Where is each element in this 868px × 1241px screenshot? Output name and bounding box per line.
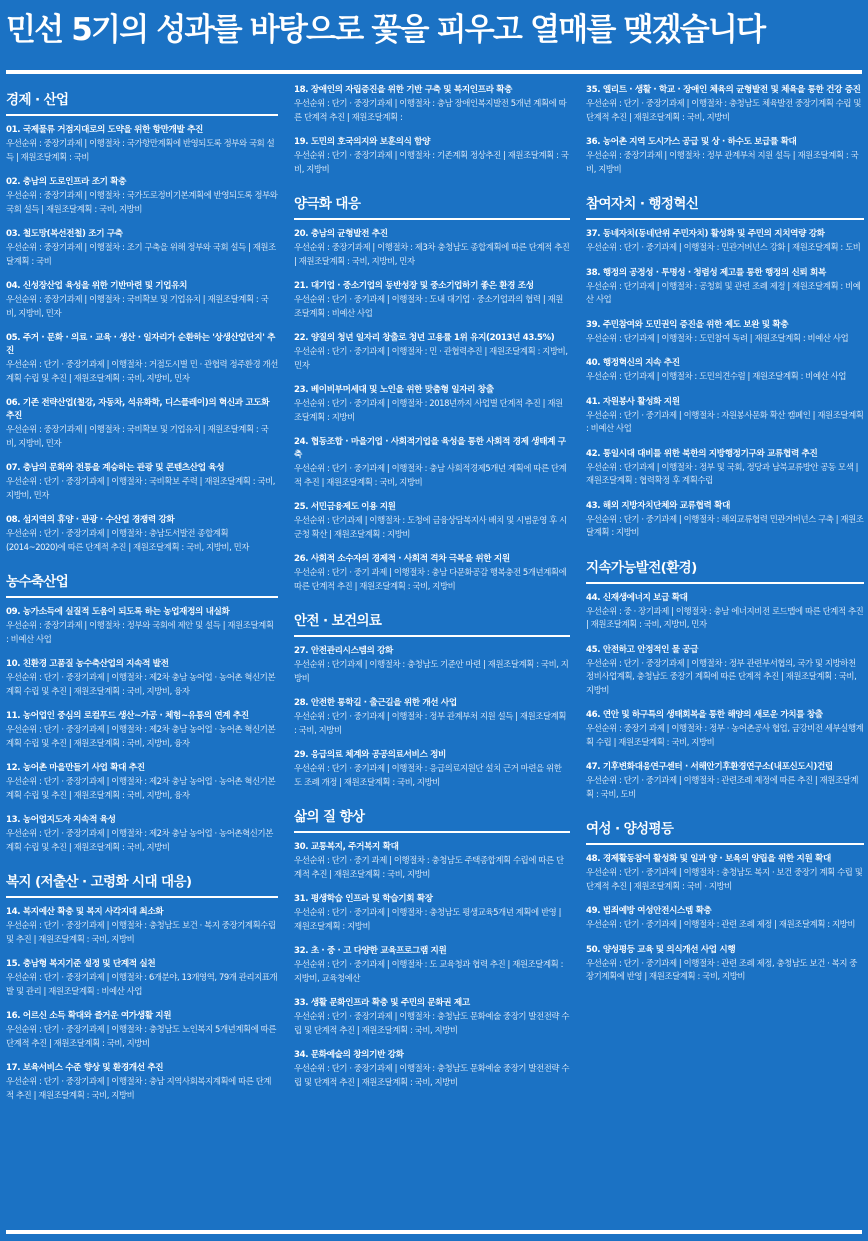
pledge-description: 우선순위 : 단기 · 중기과제 | 이행절차 : 민관거버넌스 강화 | 재원조달계획 : 도비 [586, 242, 861, 252]
pledge-description: 우선순위 : 중장기과제 | 이행절차 : 국가항만계획에 반영되도록 정부와 국회 설득 | 재원조달계획 : 국비 [6, 138, 275, 162]
pledge-item [294, 280, 570, 320]
pledge-description: 우선순위 : 중장기과제 | 이행절차 : 정부와 국회에 제안 및 설득 | 재원조달계획 : 비예산 사업 [6, 620, 274, 644]
pledge-item [586, 761, 864, 801]
pledge-title: 03. 철도망(복선전철) 조기 구축 [6, 229, 123, 239]
pledge-description: 우선순위 : 단기 · 중기과제 | 이행절차 : 충청남도 평생교육5개년 계획에 반영 | 재원조달계획 : 지방비 [294, 907, 562, 931]
pledge-description: 우선순위 : 단기 · 중장기과제 | 이행절차 : 충청남도 체육발전 중장기계획 수립 및 단계적 추진 | 재원조달계획 : 국비, 지방비 [586, 98, 862, 122]
section-heading: 여성 · 양성평등 [586, 813, 864, 845]
pledge-title: 19. 도민의 호국의지와 보훈의식 함양 [294, 137, 431, 147]
pledge-description: 우선순위 : 단기 · 중기 과제 | 이행절차 : 충남 다문화공감 행복충전 5개년계획에 따른 단계적 추진 | 재원조달계획 : 국비, 지방비 [294, 567, 567, 591]
pledge-description: 우선순위 : 단기 · 중장기과제 | 이행절차 : 충청남도 노인복지 5개년계획에 따른 단계적 추진 | 재원조달계획 : 국비, 지방비 [6, 1024, 277, 1048]
pledge-item [586, 500, 864, 540]
pledge-item [586, 228, 864, 255]
pledge-item [294, 553, 570, 593]
pledge-item [294, 645, 570, 685]
pledge-title: 02. 충남의 도로인프라 조기 확충 [6, 177, 127, 187]
pledge-description: 우선순위 : 단기 · 중장기과제 | 이행절차 : 6개분야, 13개영역, 79개 관리지표개발 및 관리 | 재원조달계획 : 비예산 사업 [6, 972, 278, 996]
pledge-item [6, 462, 278, 502]
pledge-title: 31. 평생학습 인프라 및 학습기회 확장 [294, 894, 433, 904]
pledge-description: 우선순위 : 단기 · 중기과제 | 이행절차 : 충청남도 복지 · 보건 중장기 계획 수립 및 단계적 추진 | 재원조달계획 : 국비 · 지방비 [586, 867, 863, 891]
pledge-item [6, 762, 278, 802]
pledge-title: 27. 안전관리시스템의 강화 [294, 646, 393, 656]
pledge-item [6, 958, 278, 998]
pledge-description: 우선순위 : 단기 · 중장기과제 | 이행절차 : 충청남도 보건 · 복지 중장기계획수립 및 추진 | 재원조달계획 : 국비, 지방비 [6, 920, 276, 944]
pledge-item [586, 448, 864, 488]
pledge-title: 07. 충남의 문화와 전통을 계승하는 관광 및 콘텐츠산업 육성 [6, 463, 225, 473]
pledge-description: 우선순위 : 단기 · 중장기과제 | 이행절차 : 제2차 충남 농어업 · 농어촌 혁신기본계획 수립 및 추진 | 재원조달계획 : 국비, 지방비, 융자 [6, 672, 276, 696]
section-heading: 양극화 대응 [294, 188, 570, 220]
pledge-description: 우선순위 : 단기 · 중장기과제 | 이행절차 : 제2차 충남 농어업 · 농어촌 혁신기본계획 수립 및 추진 | 재원조달계획 : 국비, 지방비, 융자 [6, 776, 276, 800]
pledge-description: 우선순위 : 단기 · 중기과제 | 이행절차 : 관련조례 제정에 따른 추진 | 재원조달계획 : 국비, 도비 [586, 775, 859, 799]
pledge-item [294, 893, 570, 933]
pledge-title: 47. 기후변화대응연구센터 · 서해안기후환경연구소(내포신도시)건립 [586, 762, 833, 772]
column-1 [6, 84, 278, 1230]
pledge-item [294, 749, 570, 789]
pledge-title: 50. 양성평등 교육 및 의식개선 사업 시행 [586, 944, 736, 955]
pledge-title: 14. 복지예산 확충 및 복지 사각지대 최소화 [6, 907, 164, 917]
pledge-title: 29. 응급의료 체계와 공공의료서비스 정비 [294, 750, 446, 760]
pledge-description: 우선순위 : 중장기과제 | 이행절차 : 제3차 충청남도 종합계획에 따른 단계적 추진 | 재원조달계획 : 국비, 지방비, 민자 [294, 242, 570, 266]
pledge-item [586, 136, 864, 176]
pledge-title: 04. 신성장산업 육성을 위한 기반마련 및 기업유치 [6, 281, 188, 291]
pledge-title: 10. 친환경 고품질 농수축산업의 지속적 발전 [6, 659, 169, 669]
pledge-item [6, 124, 278, 164]
pledge-title: 43. 해외 지방자치단체와 교류협력 확대 [586, 500, 731, 511]
pledge-title: 39. 주민참여와 도민권익 증진을 위한 제도 보완 및 확충 [586, 319, 789, 330]
section [586, 552, 864, 802]
pledge-item [586, 319, 864, 346]
pledge-description: 우선순위 : 단기 · 중장기과제 | 이행절차 : 충남 지역사회복지계획에 따른 단계적 추진 | 재원조달계획 : 국비, 지방비 [6, 1076, 272, 1100]
pledge-title: 22. 양질의 청년 일자리 창출로 청년 고용률 1위 유지(2013년 43.5%) [294, 333, 555, 343]
pledge-item [294, 997, 570, 1037]
pledge-description: 우선순위 : 중 · 장기과제 | 이행절차 : 충남 에너지비전 로드맵에 따른 단계적 추진 | 재원조달계획 : 국비, 지방비, 민자 [586, 605, 864, 629]
pledge-title: 38. 행정의 공정성 · 투명성 · 청렴성 제고를 통한 행정의 신뢰 회복 [586, 267, 826, 278]
section [294, 801, 570, 1089]
pledge-title: 28. 안전한 통학길 · 출근길을 위한 개선 사업 [294, 698, 457, 708]
pledge-description: 우선순위 : 단기과제 | 이행절차 : 공청회 및 관련 조례 제정 | 재원조달계획 : 비예산 사업 [586, 280, 861, 304]
pledge-description: 우선순위 : 단기 · 중장기과제 | 이행절차 : 정부 관련부서협의, 국가 및 지방하천 정비사업계획, 충청남도 중장기 계획에 따른 단계적 추진 | 재원조달계획 : 국비, 지방비 [586, 657, 857, 695]
pledge-description: 우선순위 : 단기 · 중기과제 | 이행절차 : 해외교류협력 민관거버넌스 구축 | 재원조달계획 : 지방비 [586, 513, 864, 537]
pledge-title: 17. 보육서비스 수준 향상 및 환경개선 추진 [6, 1063, 164, 1073]
pledge-item [6, 1062, 278, 1102]
pledge-description: 우선순위 : 단기 · 중기과제 | 이행절차 : 자원봉사문화 확산 캠페인 | 재원조달계획 : 비예산 사업 [586, 409, 864, 433]
pledge-item [586, 267, 864, 307]
pledge-title: 21. 대기업 · 중소기업의 동반성장 및 중소기업하기 좋은 환경 조성 [294, 281, 534, 291]
pledge-description: 우선순위 : 단기과제 | 이행절차 : 도민의견수렴 | 재원조달계획 : 비예산 사업 [586, 371, 847, 381]
section-heading: 안전 · 보건의료 [294, 605, 570, 637]
pledge-description: 우선순위 : 단기 · 중기과제 | 이행절차 : 정부 관계부처 지원 설득 | 재원조달계획 : 국비, 지방비 [294, 711, 567, 735]
pledge-title: 48. 경제활동참여 활성화 및 일과 양 · 보육의 양립을 위한 지원 확대 [586, 854, 831, 864]
pledge-description: 우선순위 : 단기과제 | 이행절차 : 충청남도 기준안 마련 | 재원조달계획 : 국비, 지방비 [294, 659, 569, 683]
pledge-item [586, 592, 864, 632]
section-heading: 지속가능발전(환경) [586, 552, 864, 584]
page-title: 민선 5기의 성과를 바탕으로 꽃을 피우고 열매를 맺겠습니다 [6, 12, 765, 48]
pledge-title: 41. 자원봉사 활성화 지원 [586, 396, 680, 407]
pledge-item [294, 697, 570, 737]
pledge-description: 우선순위 : 중장기 과제 | 이행절차 : 정부 · 농어촌공사 협업, 금강비전 세부실행계획 수립 | 재원조달계획 : 국비, 지방비 [586, 723, 864, 747]
pledge-title: 20. 충남의 균형발전 추진 [294, 229, 388, 239]
pledge-description: 우선순위 : 중장기과제 | 이행절차 : 정부 관계부처 지원 설득 | 재원조달계획 : 국비, 지방비 [586, 150, 859, 174]
pledge-description: 우선순위 : 단기 · 중장기과제 | 이행절차 : 충남도서발전 종합계획 (2014~2020)에 따른 단계적 추진 | 재원조달계획 : 국비, 지방비, 민자 [6, 528, 250, 552]
pledge-item [294, 436, 570, 489]
pledge-title: 30. 교통복지, 주거복지 확대 [294, 842, 399, 852]
pledge-description: 우선순위 : 단기과제 | 이행절차 : 도청에 금융상담복지사 배치 및 시범운영 후 시군청 확산 | 재원조달계획 : 지방비 [294, 515, 567, 539]
pledge-title: 05. 주거 · 문화 · 의료 · 교육 · 생산 · 일자리가 순환하는 '상생산업단지' 추진 [6, 333, 276, 356]
pledge-description: 우선순위 : 단기 · 중기과제 | 이행절차 : 관련 조례 제정 | 재원조달계획 : 지방비 [586, 919, 856, 929]
pledge-title: 24. 협동조합 · 마을기업 · 사회적기업을 육성을 통한 사회적 경제 생태계 구축 [294, 437, 566, 460]
pledge-title: 37. 동네자치(동네단위 주민자치) 활성화 및 주민의 지치역량 강화 [586, 229, 825, 239]
pledge-title: 44. 신재생에너지 보급 확대 [586, 592, 688, 603]
pledge-description: 우선순위 : 단기 · 중기과제 | 이행절차 : 관련 조례 제정, 충청남도 보건 · 복지 중장기계획에 반영 | 재원조달계획 : 국비, 지방비 [586, 957, 857, 981]
pledge-description: 우선순위 : 단기 · 중기 과제 | 이행절차 : 충청남도 주택종합계획 수립에 따른 단계적 추진 | 재원조달계획 : 국비, 지방비 [294, 855, 564, 879]
pledge-item [586, 396, 864, 436]
pledge-title: 26. 사회적 소수자의 경제적 · 사회적 격차 극복을 위한 지원 [294, 554, 510, 564]
pledge-description: 우선순위 : 단기 · 중장기과제 | 이행절차 : 기존계획 정상추진 | 재원조달계획 : 국비, 지방비 [294, 150, 569, 174]
column-2 [294, 84, 570, 1230]
pledge-description: 우선순위 : 중장기과제 | 이행절차 : 국가도로정비기본계획에 반영되도록 정부와 국회 설득 | 재원조달계획 : 국비, 지방비 [6, 190, 278, 214]
section [294, 84, 570, 176]
pledge-item [294, 501, 570, 541]
pledge-description: 우선순위 : 중장기과제 | 이행절차 : 국비확보 및 기업유치 | 재원조달계획 : 국비, 지방비, 민자 [6, 424, 269, 448]
pledge-item [294, 1049, 570, 1089]
pledge-title: 11. 농어업인 중심의 로컬푸드 생산~가공 · 체험~유통의 연계 추진 [6, 711, 249, 721]
pledge-description: 우선순위 : 단기 · 중장기과제 | 이행절차 : 국비확보 주력 | 재원조달계획 : 국비, 지방비, 민자 [6, 476, 276, 500]
pledge-item [294, 945, 570, 985]
pledge-description: 우선순위 : 단기 · 중장기과제 | 이행절차 : 제2차 충남 농어업 · 농어촌 혁신기본계획 수립 및 추진 | 재원조달계획 : 국비, 지방비, 융자 [6, 724, 276, 748]
pledge-item [6, 606, 278, 646]
pledge-item [586, 357, 864, 384]
pledge-title: 32. 초 · 중 · 고 다양한 교육프로그램 지원 [294, 946, 447, 956]
pledge-item [586, 709, 864, 749]
section-heading: 복지 (저출산 · 고령화 시대 대응) [6, 866, 278, 898]
pledge-description: 우선순위 : 단기 · 중기과제 | 이행절차 : 도 교육청과 협력 추진 | 재원조달계획 : 지방비, 교육청예산 [294, 959, 564, 983]
pledge-title: 35. 엘리트 · 생활 · 학교 · 장애인 체육의 균형발전 및 체육을 통한 건강 증진 [586, 85, 861, 95]
section [586, 813, 864, 984]
section [294, 605, 570, 789]
pledge-item [6, 814, 278, 854]
pledge-description: 우선순위 : 중장기과제 | 이행절차 : 국비확보 및 기업유치 | 재원조달계획 : 국비, 지방비, 민자 [6, 294, 269, 318]
pledge-title: 36. 농어촌 지역 도시가스 공급 및 상 · 하수도 보급률 확대 [586, 137, 797, 147]
pledge-title: 42. 통일시대 대비를 위한 북한의 지방행정기구와 교류협력 추진 [586, 448, 818, 459]
pledge-item [294, 84, 570, 124]
pledge-item [586, 944, 864, 984]
pledge-title: 06. 기존 전략산업(철강, 자동차, 석유화학, 디스플레이)의 혁신과 고도화 추진 [6, 398, 270, 421]
pledge-title: 23. 베이비부머세대 및 노인을 위한 맞춤형 일자리 창출 [294, 385, 494, 395]
pledge-item [6, 176, 278, 216]
pledge-description: 우선순위 : 단기 · 중장기과제 | 이행절차 : 제2차 충남 농어업 · 농어촌혁신기본계획 수립 및 추진 | 재원조달계획 : 국비, 지방비 [6, 828, 273, 852]
pledge-description: 우선순위 : 단기과제 | 이행절차 : 정부 및 국회, 정당과 남북교류방안 공동 모색 | 재원조달계획 : 협력확정 후 계획수립 [586, 461, 859, 485]
pledge-title: 12. 농어촌 마을만들기 사업 확대 추진 [6, 763, 145, 773]
section [6, 566, 278, 854]
pledge-title: 46. 연안 및 하구특의 생태회복을 통한 해양의 새로운 가치를 창출 [586, 710, 823, 720]
pledge-description: 우선순위 : 단기 · 중장기과제 | 이행절차 : 충청남도 문화예술 중장기 발전전략 수립 및 단계적 추진 | 재원조달계획 : 국비, 지방비 [294, 1063, 570, 1087]
pledge-title: 01. 국제물류 거점지대로의 도약을 위한 항만개발 추진 [6, 125, 204, 135]
pledge-description: 우선순위 : 단기 · 중장기과제 | 이행절차 : 충남 장애인복지발전 5개년 계획에 따른 단계적 추진 | 재원조달계획 : [294, 98, 567, 122]
pledge-title: 49. 범죄예방 여성안전시스템 확충 [586, 906, 712, 916]
section-heading: 참여자치 · 행정혁신 [586, 188, 864, 220]
column-3 [586, 84, 864, 1230]
pledge-description: 우선순위 : 단기 · 중장기과제 | 이행절차 : 거점도시별 민 · 관협력 정주환경 개선계획 수립 및 추진 | 재원조달계획 : 국비, 지방비, 민자 [6, 359, 278, 383]
pledge-item [294, 228, 570, 268]
section [586, 188, 864, 540]
pledge-description: 우선순위 : 단기 · 중기과제 | 이행절차 : 2018년까지 사업별 단계적 추진 | 재원조달계획 : 지방비 [294, 398, 563, 422]
pledge-title: 18. 장애인의 자립증진을 위한 기반 구축 및 복지인프라 확충 [294, 85, 513, 95]
pledge-item [6, 1010, 278, 1050]
top-divider [6, 70, 862, 74]
pledge-title: 09. 농가소득에 실질적 도움이 되도록 하는 농업재정의 내실화 [6, 607, 230, 617]
pledge-item [294, 332, 570, 372]
pledge-description: 우선순위 : 단기 · 중기과제 | 이행절차 : 민 · 관협력추진 | 재원조달계획 : 지방비, 민자 [294, 346, 568, 370]
section [294, 188, 570, 593]
pledge-title: 40. 행정혁신의 지속 추진 [586, 358, 680, 368]
pledge-item [586, 853, 864, 893]
pledge-item [6, 658, 278, 698]
pledge-item [6, 710, 278, 750]
section [6, 866, 278, 1102]
pledge-title: 13. 농어업지도자 지속적 육성 [6, 815, 116, 825]
pledge-item [294, 841, 570, 881]
pledge-description: 우선순위 : 단기 · 중기과제 | 이행절차 : 충남 사회적경제5개년 계획에 따른 단계적 추진 | 재원조달계획 : 국비, 지방비 [294, 463, 567, 487]
pledge-title: 25. 서민금융제도 이용 지원 [294, 502, 396, 512]
pledge-title: 16. 어르신 소득 확대와 즐거운 여가생활 지원 [6, 1011, 172, 1021]
pledge-item [294, 384, 570, 424]
pledge-description: 우선순위 : 단기 · 중기과제 | 이행절차 : 도내 대기업 · 중소기업과의 협력 | 재원조달계획 : 비예산 사업 [294, 294, 563, 318]
pledge-description: 우선순위 : 단기과제 | 이행절차 : 도민참여 독려 | 재원조달계획 : 비예산 사업 [586, 332, 849, 343]
pledge-item [6, 280, 278, 320]
pledge-item [6, 332, 278, 385]
pledge-item [586, 905, 864, 932]
pledge-item [6, 906, 278, 946]
pledge-description: 우선순위 : 단기 · 중기과제 | 이행절차 : 응급의료지원단 설치 근거 마련을 위한 도 조례 개정 | 재원조달계획 : 국비, 지방비 [294, 763, 562, 787]
pledge-title: 33. 생활 문화인프라 확충 및 주민의 문화권 제고 [294, 998, 470, 1008]
pledge-item [586, 644, 864, 698]
pledge-item [6, 514, 278, 554]
pledge-title: 34. 문화예술의 창의기반 강화 [294, 1050, 404, 1060]
section-heading: 농수축산업 [6, 566, 278, 598]
pledge-description: 우선순위 : 단기 · 중장기과제 | 이행절차 : 충청남도 문화예술 중장기 발전전략 수립 및 단계적 추진 | 재원조달계획 : 국비, 지방비 [294, 1011, 570, 1035]
pledge-title: 15. 충남형 복지기준 설정 및 단계적 실천 [6, 959, 156, 969]
section-heading: 삶의 질 향상 [294, 801, 570, 833]
section [586, 84, 864, 176]
pledge-item [6, 228, 278, 268]
bottom-divider [6, 1230, 862, 1234]
pledge-item [294, 136, 570, 176]
pledge-item [586, 84, 864, 124]
pledge-item [6, 397, 278, 450]
pledge-description: 우선순위 : 중장기과제 | 이행절차 : 조기 구축을 위해 정부와 국회 설득 | 재원조달계획 : 국비 [6, 242, 276, 266]
section-heading: 경제 · 산업 [6, 84, 278, 116]
section [6, 84, 278, 554]
pledge-title: 08. 섬지역의 휴양 · 관광 · 수산업 경쟁력 강화 [6, 515, 175, 525]
pledge-title: 45. 안전하고 안정적인 물 공급 [586, 644, 699, 655]
